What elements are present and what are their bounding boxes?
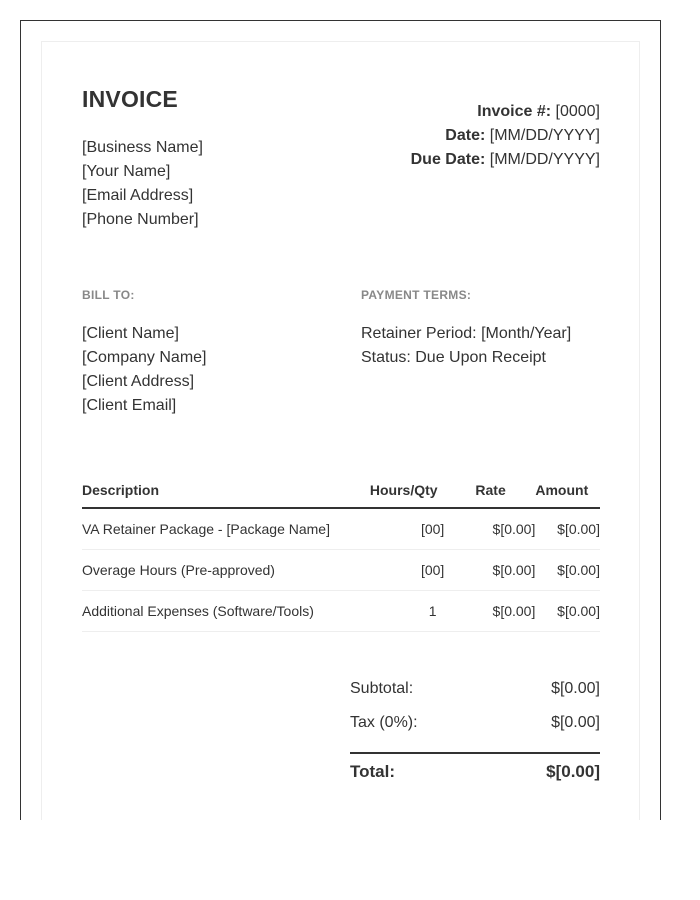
row-rate: $[0.00]: [475, 508, 535, 550]
invoice-number-value: [0000]: [555, 103, 600, 120]
invoice-meta: [411, 100, 600, 172]
row-qty: 1: [370, 591, 476, 632]
tax-label: Tax (0%):: [350, 714, 418, 731]
table-row: [82, 550, 600, 591]
header-rate: Rate: [475, 474, 535, 508]
payment-status: Status: Due Upon Receipt: [361, 349, 546, 366]
subtotal-value: $[0.00]: [551, 680, 600, 697]
due-date-value: [MM/DD/YYYY]: [489, 151, 600, 168]
total-value: $[0.00]: [546, 762, 600, 781]
header-amount: Amount: [535, 474, 600, 508]
subtotal-label: Subtotal:: [350, 680, 414, 697]
bill-to-info: [82, 322, 207, 418]
client-address: [Client Address]: [82, 373, 195, 390]
row-description: Overage Hours (Pre-approved): [82, 550, 370, 591]
tax-value: $[0.00]: [551, 714, 600, 731]
row-rate: $[0.00]: [475, 550, 535, 591]
row-amount: $[0.00]: [535, 508, 600, 550]
retainer-period: Retainer Period: [Month/Year]: [361, 325, 572, 342]
row-description: Additional Expenses (Software/Tools): [82, 591, 370, 632]
row-description: VA Retainer Package - [Package Name]: [82, 508, 370, 550]
row-amount: $[0.00]: [535, 550, 600, 591]
email-address: [Email Address]: [82, 187, 194, 204]
payment-terms-label: PAYMENT TERMS:: [361, 288, 472, 302]
table-header-row: [82, 474, 600, 508]
tax-row: [350, 712, 600, 746]
date-line: [411, 124, 600, 148]
due-date-line: [411, 148, 600, 172]
line-items-table: [82, 474, 600, 632]
row-amount: $[0.00]: [535, 591, 600, 632]
row-rate: $[0.00]: [475, 591, 535, 632]
date-value: [MM/DD/YYYY]: [489, 127, 600, 144]
your-name: [Your Name]: [82, 163, 171, 180]
company-name: [Company Name]: [82, 349, 207, 366]
business-info: [82, 136, 203, 232]
date-label: Date:: [445, 127, 486, 144]
payment-terms-info: [361, 322, 571, 370]
header-hours-qty: Hours/Qty: [370, 474, 476, 508]
business-name: [Business Name]: [82, 139, 203, 156]
row-qty: [00]: [370, 508, 476, 550]
table-row: [82, 591, 600, 632]
header-description: Description: [82, 474, 370, 508]
row-qty: [00]: [370, 550, 476, 591]
invoice-number-label: Invoice #:: [477, 103, 552, 120]
bill-to-label: BILL TO:: [82, 288, 135, 302]
subtotal-row: [350, 678, 600, 712]
invoice-title: INVOICE: [82, 86, 178, 112]
client-email: [Client Email]: [82, 397, 177, 414]
invoice-number-line: [411, 100, 600, 124]
total-row: [350, 754, 600, 782]
due-date-label: Due Date:: [410, 151, 486, 168]
client-name: [Client Name]: [82, 325, 179, 342]
totals-section: [350, 678, 600, 782]
table-row: [82, 508, 600, 550]
total-label: Total:: [350, 762, 396, 781]
phone-number: [Phone Number]: [82, 211, 199, 228]
